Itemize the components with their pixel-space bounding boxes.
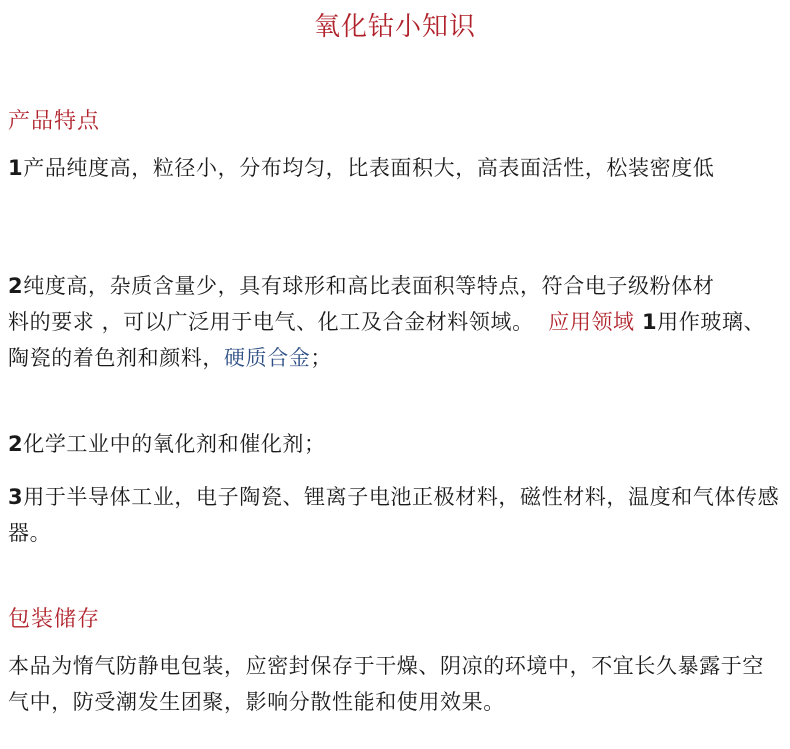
item-number: 2	[8, 274, 24, 298]
item-number: 1	[641, 310, 658, 334]
paragraph-text: ；	[310, 346, 333, 370]
item-number: 2	[8, 432, 24, 456]
feature-paragraph-1	[8, 150, 784, 186]
packaging-paragraph	[8, 648, 784, 720]
paragraph-text: 用于半导体工业，电子陶瓷、锂离子电池正极材料，磁性材料，温度和气体传感器。	[8, 485, 780, 545]
application-item-2	[8, 426, 784, 462]
application-label: 应用领域	[548, 310, 635, 334]
item-number: 1	[8, 156, 24, 180]
article-title: 氧化钴小知识	[313, 12, 476, 42]
paragraph-text: 本品为惰气防静电包装，应密封保存于干燥、阴凉的环境中，不宜长久暴露于空气中，防受潮发生团聚，影响分散性能和使用效果。	[8, 654, 764, 714]
paragraph-text: 料的要求 ，可以广泛用于电气、化工及合金材料领域。	[8, 310, 534, 334]
item-number: 3	[8, 485, 24, 509]
feature-paragraph-2	[8, 268, 784, 376]
hardmetal-link[interactable]: 硬质合金	[224, 346, 311, 370]
section-heading-features: 产品特点	[8, 109, 101, 134]
application-item-3	[8, 479, 784, 551]
paragraph-text: 纯度高，杂质含量少，具有球形和高比表面积等特点，符合电子级粉体材	[23, 274, 715, 298]
paragraph-text: 用作玻璃、陶瓷的着色剂和颜料，	[8, 310, 766, 370]
section-heading-packaging: 包装储存	[8, 607, 101, 632]
paragraph-text: 产品纯度高，粒径小，分布均匀，比表面积大，高表面活性，松装密度低	[23, 156, 715, 180]
paragraph-text: 化学工业中的氧化剂和催化剂；	[23, 432, 326, 456]
